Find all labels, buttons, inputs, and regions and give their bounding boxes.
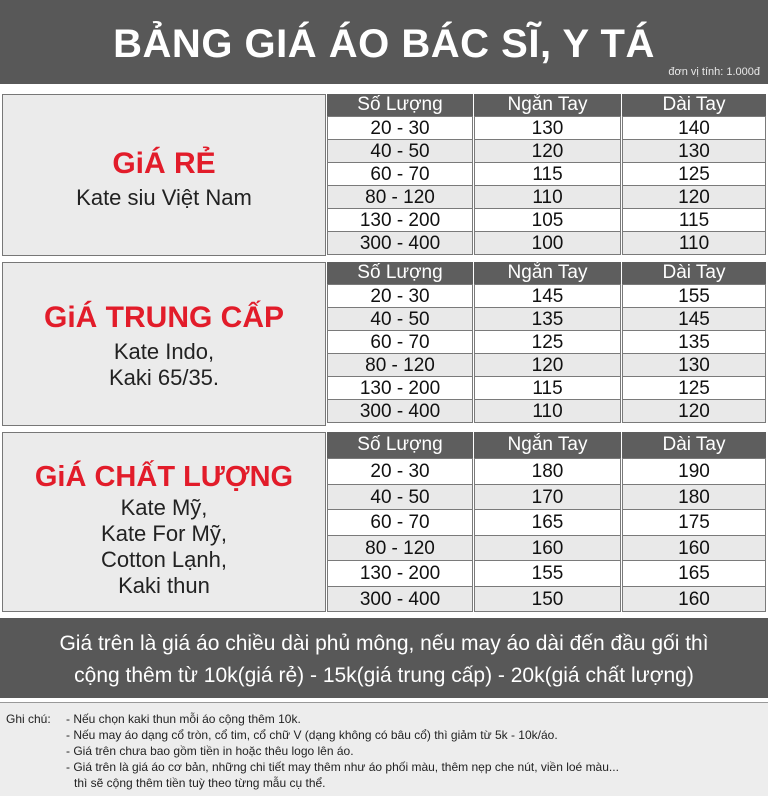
price-section-3 <box>0 432 768 612</box>
length-note-line-2: cộng thêm từ 10k(giá rẻ) - 15k(giá trung cấp) - 20k(giá chất lượng) <box>74 664 694 687</box>
footnote-3: - Giá trên chưa bao gồm tiền in hoặc thêu logo lên áo. <box>66 744 354 758</box>
price-cell-qty: 300 - 400 <box>327 231 473 255</box>
price-cell-qty: 40 - 50 <box>327 307 473 331</box>
price-cell-short-sleeve: 125 <box>474 330 621 354</box>
column-header-long-sleeve: Dài Tay <box>622 94 766 116</box>
price-cell-long-sleeve: 190 <box>622 458 766 485</box>
page-title: BẢNG GIÁ ÁO BÁC SĨ, Y TÁ <box>113 22 655 66</box>
price-cell-long-sleeve: 165 <box>622 560 766 587</box>
price-cell-qty: 130 - 200 <box>327 376 473 400</box>
price-section-2 <box>0 262 768 426</box>
column-header-short-sleeve: Ngắn Tay <box>474 94 621 116</box>
price-cell-short-sleeve: 110 <box>474 185 621 209</box>
tier-title: GiÁ CHẤT LƯỢNG <box>34 461 294 493</box>
price-cell-short-sleeve: 120 <box>474 353 621 377</box>
title-banner <box>0 0 768 84</box>
column-header-short-sleeve: Ngắn Tay <box>474 262 621 284</box>
tier-material: Kaki thun <box>118 573 210 598</box>
price-cell-short-sleeve: 115 <box>474 162 621 186</box>
column-header-long-sleeve: Dài Tay <box>622 262 766 284</box>
footnotes <box>0 702 768 796</box>
price-cell-qty: 20 - 30 <box>327 116 473 140</box>
price-cell-short-sleeve: 180 <box>474 458 621 485</box>
footnote-4: - Giá trên là giá áo cơ bản, những chi tiết may thêm như áo phối màu, thêm nẹp che nút, viền loé màu... <box>66 760 619 774</box>
tier-panel <box>2 432 326 612</box>
price-cell-short-sleeve: 170 <box>474 484 621 511</box>
price-cell-short-sleeve: 150 <box>474 586 621 613</box>
tier-material: Kate Mỹ, <box>120 495 208 520</box>
footnote-2: - Nếu may áo dạng cổ tròn, cổ tim, cổ chữ V (dạng không có bâu cổ) thì giảm từ 5k - 10k/áo. <box>66 728 558 742</box>
price-cell-long-sleeve: 120 <box>622 399 766 423</box>
price-cell-qty: 130 - 200 <box>327 208 473 232</box>
footnote-5: thì sẽ cộng thêm tiền tuỳ theo từng mẫu cụ thể. <box>74 776 326 790</box>
price-cell-long-sleeve: 120 <box>622 185 766 209</box>
price-cell-long-sleeve: 115 <box>622 208 766 232</box>
price-cell-long-sleeve: 130 <box>622 353 766 377</box>
footnote-label: Ghi chú: <box>6 712 51 726</box>
price-cell-short-sleeve: 110 <box>474 399 621 423</box>
column-header-qty: Số Lượng <box>327 94 473 116</box>
price-cell-qty: 60 - 70 <box>327 330 473 354</box>
column-header-short-sleeve: Ngắn Tay <box>474 432 621 458</box>
price-cell-long-sleeve: 160 <box>622 586 766 613</box>
tier-panel <box>2 94 326 256</box>
tier-material: Kate Indo, <box>113 339 215 364</box>
price-cell-qty: 20 - 30 <box>327 458 473 485</box>
price-cell-qty: 60 - 70 <box>327 162 473 186</box>
price-cell-long-sleeve: 155 <box>622 284 766 308</box>
column-header-qty: Số Lượng <box>327 432 473 458</box>
tier-material: Cotton Lạnh, <box>101 547 227 572</box>
price-cell-long-sleeve: 145 <box>622 307 766 331</box>
price-cell-short-sleeve: 165 <box>474 509 621 536</box>
price-cell-long-sleeve: 180 <box>622 484 766 511</box>
price-cell-qty: 300 - 400 <box>327 399 473 423</box>
price-cell-long-sleeve: 125 <box>622 162 766 186</box>
tier-material: Kaki 65/35. <box>108 365 220 390</box>
price-cell-qty: 130 - 200 <box>327 560 473 587</box>
column-header-qty: Số Lượng <box>327 262 473 284</box>
price-cell-short-sleeve: 100 <box>474 231 621 255</box>
tier-title: GiÁ RẺ <box>112 147 216 180</box>
price-cell-qty: 40 - 50 <box>327 139 473 163</box>
price-cell-short-sleeve: 160 <box>474 535 621 562</box>
price-cell-short-sleeve: 115 <box>474 376 621 400</box>
price-cell-qty: 20 - 30 <box>327 284 473 308</box>
tier-material: Kate siu Việt Nam <box>76 185 252 210</box>
price-cell-short-sleeve: 145 <box>474 284 621 308</box>
price-cell-short-sleeve: 130 <box>474 116 621 140</box>
tier-title: GiÁ TRUNG CẤP <box>44 301 284 334</box>
tier-panel <box>2 262 326 426</box>
price-cell-long-sleeve: 135 <box>622 330 766 354</box>
price-cell-qty: 80 - 120 <box>327 185 473 209</box>
price-section-1 <box>0 94 768 256</box>
price-cell-long-sleeve: 130 <box>622 139 766 163</box>
tier-material: Kate For Mỹ, <box>101 521 227 546</box>
price-cell-qty: 80 - 120 <box>327 535 473 562</box>
price-cell-short-sleeve: 155 <box>474 560 621 587</box>
price-cell-long-sleeve: 160 <box>622 535 766 562</box>
price-cell-long-sleeve: 175 <box>622 509 766 536</box>
price-cell-short-sleeve: 105 <box>474 208 621 232</box>
length-note-band <box>0 618 768 698</box>
column-header-long-sleeve: Dài Tay <box>622 432 766 458</box>
price-cell-long-sleeve: 125 <box>622 376 766 400</box>
price-cell-short-sleeve: 120 <box>474 139 621 163</box>
length-note-line-1: Giá trên là giá áo chiều dài phủ mông, nếu may áo dài đến đầu gối thì <box>59 632 709 655</box>
price-cell-qty: 300 - 400 <box>327 586 473 613</box>
price-cell-short-sleeve: 135 <box>474 307 621 331</box>
price-cell-long-sleeve: 110 <box>622 231 766 255</box>
price-cell-qty: 40 - 50 <box>327 484 473 511</box>
price-cell-qty: 60 - 70 <box>327 509 473 536</box>
price-cell-long-sleeve: 140 <box>622 116 766 140</box>
unit-note: đơn vị tính: 1.000đ <box>668 66 760 78</box>
price-cell-qty: 80 - 120 <box>327 353 473 377</box>
footnote-1: - Nếu chọn kaki thun mỗi áo cộng thêm 10k. <box>66 712 301 726</box>
